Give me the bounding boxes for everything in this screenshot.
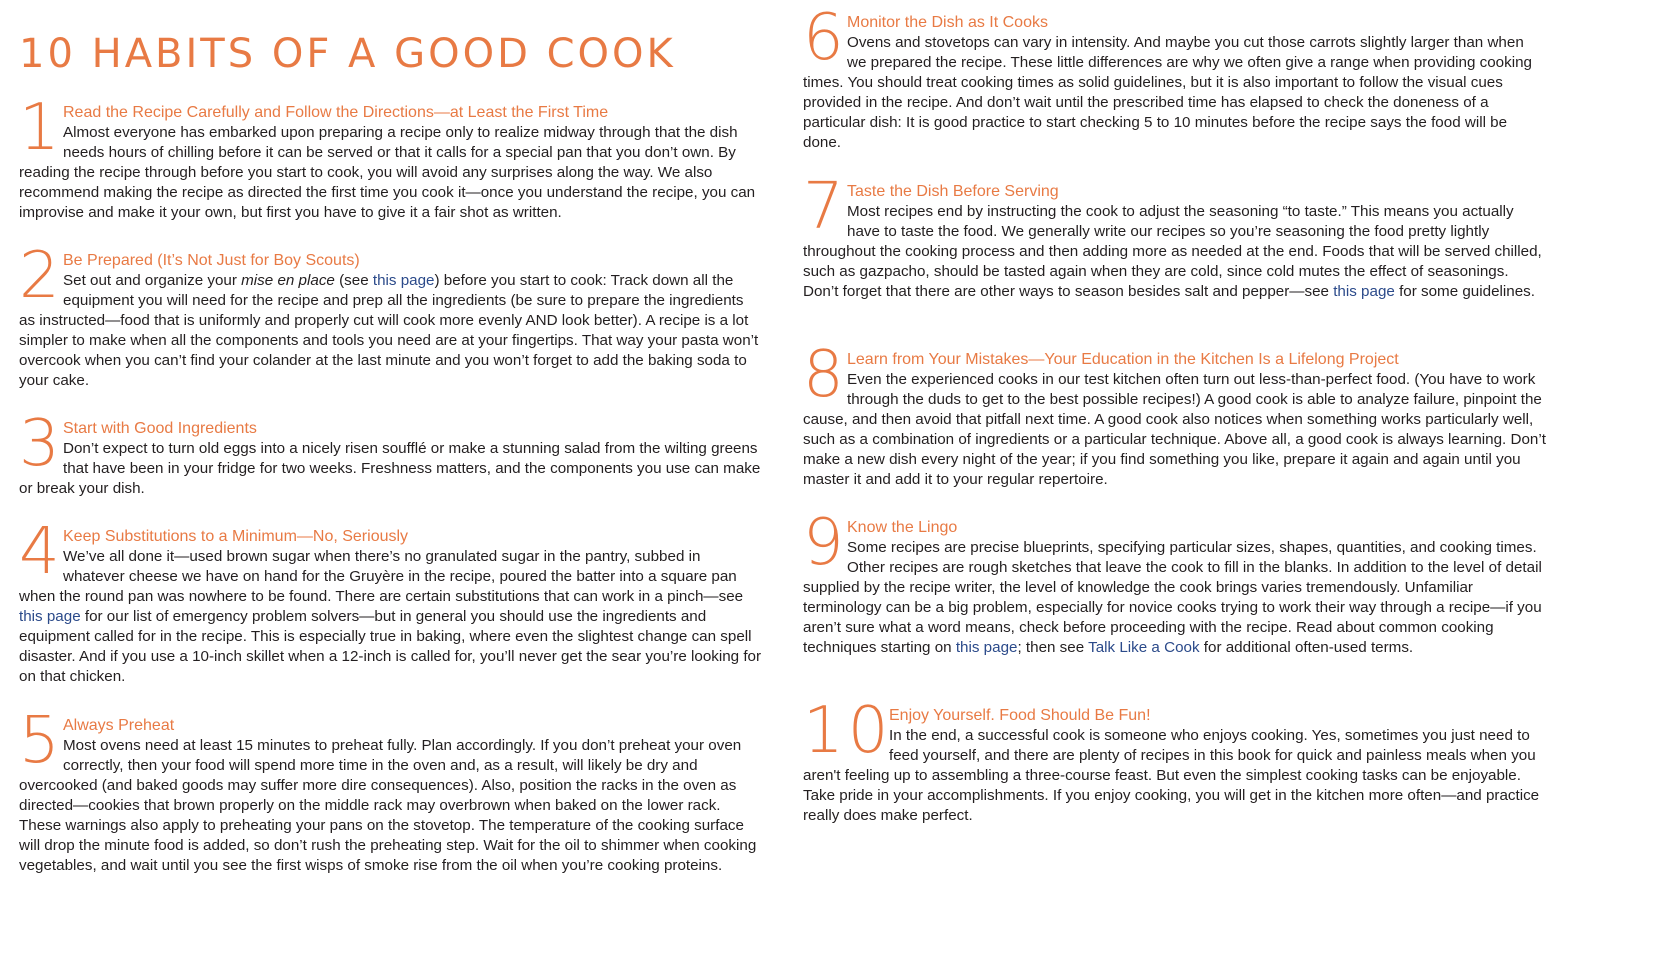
- habit-text: [19, 439, 763, 499]
- habit-number: 6: [803, 1, 842, 75]
- habit-6: [803, 1, 1547, 153]
- habit-title: Know the Lingo: [847, 519, 958, 536]
- habit-text-part: Ovens and stovetops can vary in intensity. And maybe you cut those carrots slightly larger than when we prepared the recipe. These little differences are why we often give a range when providing cooking times. You should treat cooking times as solid guidelines, but it is also important to follow the visual cues provided in the recipe. And don’t wait until the prescribed time has elapsed to check the doneness of a particular dish: It is good practice to start checking 5 to 10 minutes before the recipe says the food will be done.: [803, 34, 1532, 151]
- habit-text-part: (see: [334, 272, 373, 289]
- habit-title: Be Prepared (It’s Not Just for Boy Scouts): [63, 252, 360, 269]
- habit-text-part: for some guidelines.: [1394, 283, 1535, 300]
- habit-number: 2: [19, 239, 58, 313]
- habit-number: 1: [19, 91, 58, 165]
- habit-title: Taste the Dish Before Serving: [847, 183, 1059, 200]
- habit-title: Always Preheat: [63, 717, 175, 734]
- habit-text-part: Almost everyone has embarked upon preparing a recipe only to realize midway through that the dish needs hours of chilling before it can be served or that it calls for a special pan that you don’t own. By reading the recipe through before you start to cook, you will avoid any surprises along the way. We also recommend making the recipe as directed the first time you cook it—once you understand the recipe, you can improvise and make it your own, but first you have to give it a fair shot as written.: [19, 124, 756, 221]
- this-page-link[interactable]: this page: [1333, 283, 1395, 300]
- habit-7: [803, 170, 1547, 302]
- habit-number: 10: [803, 694, 893, 768]
- habit-title: Read the Recipe Carefully and Follow the Directions—at Least the First Time: [63, 104, 609, 121]
- habit-3: [19, 407, 763, 499]
- habit-text: [19, 123, 763, 223]
- habit-10: [803, 694, 1547, 826]
- habit-text: [803, 202, 1547, 302]
- this-page-link[interactable]: this page: [372, 272, 435, 289]
- habit-text-part: Don’t expect to turn old eggs into a nicely risen soufflé or make a stunning salad from the wilting greens that have been in your fridge for two weeks. Freshness matters, and the components you use can make or break your dish.: [19, 440, 761, 497]
- habit-title: Keep Substitutions to a Minimum—No, Seriously: [63, 528, 409, 545]
- habit-text: [803, 538, 1547, 658]
- this-page-link[interactable]: this page: [955, 639, 1018, 656]
- habit-text-part: In the end, a successful cook is someone who enjoys cooking. Yes, sometimes you just need to feed yourself, and there are plenty of recipes in this book for quick and painless meals when you aren't feeling up to assembling a three-course feast. But even the simplest cooking tasks can be enjoyable. Take pride in your accomplishments. If you enjoy cooking, you will get in the kitchen more often—and practice really does make perfect.: [803, 727, 1540, 824]
- habit-text-part: for our list of emergency problem solvers—but in general you should use the ingredients and equipment called for in the recipe. This is especially true in baking, where even the slightest change can spell disaster. And if you use a 10-inch skillet when a 12-inch is called for, you’ll never get the sear you’re looking for on that chicken.: [19, 608, 762, 685]
- habit-text-part: Most recipes end by instructing the cook to adjust the seasoning “to taste.” This means you actually have to taste the food. We generally write our recipes so you’re seasoning the food pretty lightly throughout the cooking process and then adding more as needed at the end. Foods that will be served chilled, such as gazpacho, should be tasted again when they are cold, since cold mutes the effect of seasonings. Don’t forget that there are other ways to season besides salt and pepper—see: [803, 203, 1542, 300]
- habit-number: 3: [19, 407, 58, 481]
- habit-text-part: ; then see: [1017, 639, 1089, 656]
- habit-title: Monitor the Dish as It Cooks: [847, 14, 1048, 31]
- habit-text-part: Some recipes are precise blueprints, specifying particular sizes, shapes, quantities, and cooking times. Other recipes are rough sketches that leave the cook to fill in the blanks. In addition to the level of detail supplied by the recipe writer, the level of knowledge the cook brings varies tremendously. Unfamiliar terminology can be a big problem, especially for novice cooks trying to work their way through a recipe—if you aren’t sure what a word means, check before proceeding with the recipe. Read about common cooking techniques starting on: [803, 539, 1542, 656]
- talk-like-a-cook-link[interactable]: Talk Like a Cook: [1088, 639, 1200, 656]
- habit-number: 4: [19, 515, 58, 589]
- habit-text: [19, 271, 763, 391]
- habit-number: 5: [19, 704, 58, 778]
- habit-title: Learn from Your Mistakes—Your Education in the Kitchen Is a Lifelong Project: [847, 351, 1399, 368]
- habit-1: [19, 91, 763, 223]
- habit-text: [803, 33, 1547, 153]
- habit-number: 8: [803, 338, 842, 412]
- habit-9: [803, 506, 1547, 658]
- habit-5: [19, 704, 763, 876]
- this-page-link[interactable]: this page: [19, 608, 81, 625]
- habit-text-part: Most ovens need at least 15 minutes to preheat fully. Plan accordingly. If you don’t preheat your oven correctly, then your food will spend more time in the oven and, as a result, will likely be dry and overcooked (and baked goods may suffer more dire consequences). Also, position the racks in the oven as directed—cookies that brown properly on the middle rack may overbrown when baked on the lower rack. These warnings also apply to preheating your pans on the stovetop. The temperature of the cooking surface will drop the minute food is added, so don’t rush the preheating step. Wait for the oil to shimmer when cooking vegetables, and wait until you see the first wisps of smoke rise from the oil when you’re cooking proteins.: [19, 737, 757, 874]
- habit-title: Enjoy Yourself. Food Should Be Fun!: [889, 707, 1151, 724]
- habit-4: [19, 515, 763, 687]
- habit-text: [19, 547, 763, 687]
- habit-number: 9: [803, 506, 842, 580]
- page-title: 10 HABITS OF A GOOD COOK: [19, 31, 676, 77]
- habit-text-part: We’ve all done it—used brown sugar when there’s no granulated sugar in the pantry, subbed in whatever cheese we have on hand for the Gruyère in the recipe, poured the batter into a square pan when the round pan was nowhere to be found. There are certain substitutions that can work in a pinch—see: [19, 548, 744, 605]
- habit-text: [19, 736, 763, 876]
- habit-2: [19, 239, 763, 391]
- habit-number: 7: [803, 170, 842, 244]
- habit-text-emphasis: mise en place: [241, 272, 335, 289]
- habit-text: [803, 370, 1547, 490]
- habit-text-part: Even the experienced cooks in our test kitchen often turn out less-than-perfect food. (You have to work through the duds to get to the best possible recipes!) A good cook is able to analyze failure, pinpoint the cause, and then avoid that pitfall next time. A good cook also notices when something works particularly well, such as a combination of ingredients or a particular technique. Above all, a good cook is always learning. Don’t make a new dish every night of the year; if you find something you like, prepare it again and again until you master it and add it to your regular repertoire.: [803, 371, 1546, 488]
- habit-text-part: ) before you start to cook: Track down all the equipment you will need for the recipe and prep all the ingredients (be sure to prepare the ingredients as instructed—food that is uniformly and properly cut will cook more evenly AND look better). A recipe is a lot simpler to make when all the components and tools you need are at your fingertips. That way your pasta won’t overcook when you can’t find your colander at the last minute and you won’t forget to add the baking soda to your cake.: [19, 272, 759, 389]
- habit-text-part: for additional often-used terms.: [1199, 639, 1414, 656]
- habit-text-part: Set out and organize your: [63, 272, 242, 289]
- habit-title: Start with Good Ingredients: [63, 420, 257, 437]
- habit-text: [803, 726, 1547, 826]
- habit-8: [803, 338, 1547, 490]
